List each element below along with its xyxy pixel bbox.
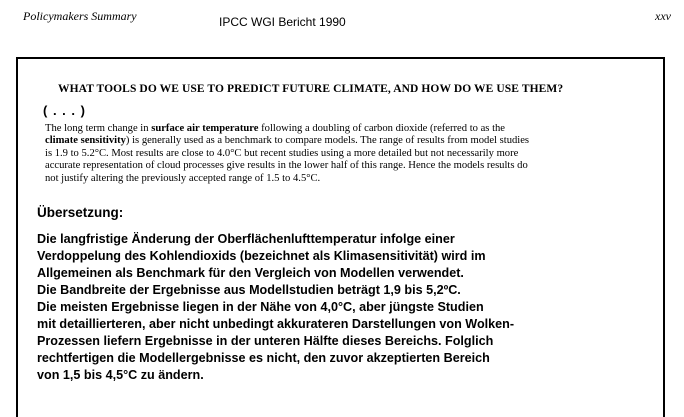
bold-term: climate sensitivity bbox=[45, 135, 126, 147]
quoted-text-box bbox=[16, 57, 665, 417]
english-line: accurate representation of cloud processes give results in the lower half of this range. Hence the models results do bbox=[45, 160, 528, 172]
german-line: von 1,5 bis 4,5°C zu ändern. bbox=[37, 368, 204, 382]
german-line: Verdoppelung des Kohlendioxids (bezeichnet als Klimasensitivität) wird im bbox=[37, 249, 486, 263]
english-line: is 1.9 to 5.2°C. Most results are close to 4.0°C but recent studies using a more detailed but not necessarily more bbox=[45, 147, 519, 159]
german-line: Die Bandbreite der Ergebnisse aus Modellstudien beträgt 1,9 bis 5,2ºC. bbox=[37, 283, 461, 297]
bold-term: surface air temperature bbox=[151, 123, 259, 134]
omission-marker: ( . . . ) bbox=[43, 103, 86, 118]
english-line: not justify altering the previously accepted range of 1.5 to 4.5°C. bbox=[45, 172, 321, 184]
german-line: Die meisten Ergebnisse liegen in der Nähe von 4,0°C, aber jüngste Studien bbox=[37, 300, 484, 314]
english-line bbox=[45, 135, 655, 147]
english-line bbox=[45, 123, 655, 135]
german-line: mit detaillierteren, aber nicht unbedingt akkurateren Darstellungen von Wolken- bbox=[37, 317, 515, 331]
document-source-title: IPCC WGI Bericht 1990 bbox=[219, 15, 346, 29]
text-span: ) is generally used as a benchmark to compare models. The range of results from model studies bbox=[125, 135, 530, 147]
german-line: Prozessen liefern Ergebnisse in der unteren Hälfte dieses Bereichs. Folglich bbox=[37, 334, 494, 348]
german-line: rechtfertigen die Modellergebnisse es nicht, den zuvor akzeptierten Bereich bbox=[37, 351, 490, 365]
english-original-paragraph bbox=[45, 123, 655, 185]
page-number: xxv bbox=[655, 9, 671, 23]
box-heading: WHAT TOOLS DO WE USE TO PREDICT FUTURE CLIMATE, AND HOW DO WE USE THEM? bbox=[58, 83, 564, 95]
text-span: following a doubling of carbon dioxide (referred to as the bbox=[258, 123, 506, 134]
text-span: The long term change in bbox=[45, 123, 152, 134]
running-header-section: Policymakers Summary bbox=[23, 9, 137, 23]
german-line: Die langfristige Änderung der Oberflächenlufttemperatur infolge einer bbox=[37, 232, 455, 246]
translation-label: Übersetzung: bbox=[37, 205, 124, 220]
german-line: Allgemeinen als Benchmark für den Vergleich von Modellen verwendet. bbox=[37, 266, 464, 280]
german-translation-paragraph bbox=[37, 231, 657, 384]
